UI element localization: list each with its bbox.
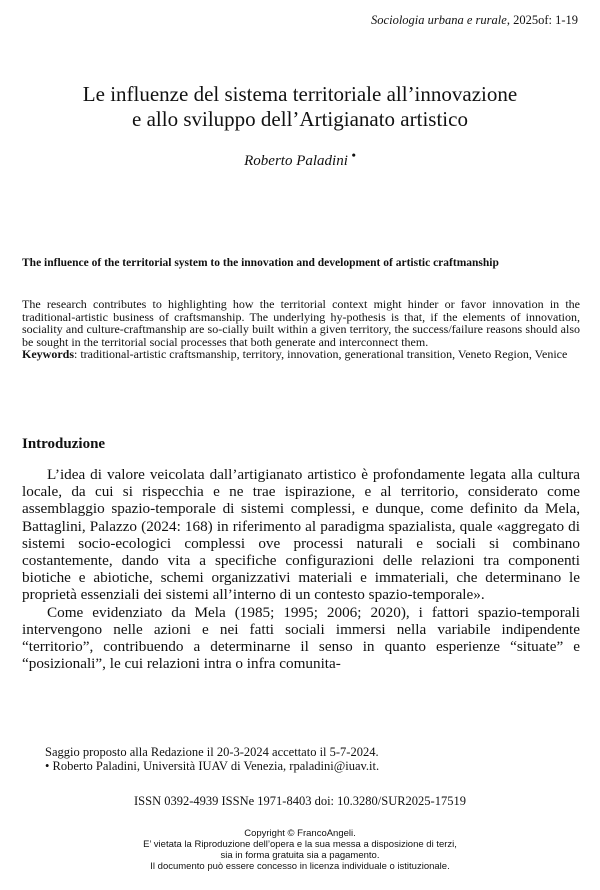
footnotes [45, 745, 379, 773]
copyright-line: Copyright © FrancoAngeli. [244, 828, 356, 839]
journal-name: Sociologia urbana e rurale [371, 13, 507, 27]
journal-header [371, 13, 578, 28]
author-name: Roberto Paladini [244, 153, 348, 169]
english-title: The influence of the territorial system to the innovation and development of artistic craftmanship [22, 257, 499, 269]
author-line [0, 148, 600, 170]
copyright-notice [0, 828, 600, 872]
abstract [22, 298, 580, 361]
body-text [22, 466, 580, 672]
article-title [0, 82, 600, 132]
author-footnote-mark: • [351, 148, 356, 162]
submission-note: Saggio proposto alla Redazione il 20-3-2024 accettato il 5-7-2024. [45, 745, 379, 759]
copyright-line: sia in forma gratuita sia a pagamento. [220, 850, 380, 861]
affiliation-text: Roberto Paladini, Università IUAV di Venezia, rpaladini@iuav.it. [49, 759, 380, 773]
title-line-1: Le influenze del sistema territoriale all’innovazione [82, 82, 518, 106]
keywords-label: Keywords [22, 347, 74, 361]
affiliation-note [45, 759, 379, 773]
copyright-line: Il documento può essere concesso in licenza individuale o istituzionale. [150, 861, 450, 872]
copyright-line: E’ vietata la Riproduzione dell’opera e la sua messa a disposizione di terzi, [143, 839, 457, 850]
title-line-2: e allo sviluppo dell’Artigianato artistico [132, 107, 468, 131]
journal-issue: , 2025of: 1-19 [506, 13, 578, 27]
issn-doi: ISSN 0392-4939 ISSNe 1971-8403 doi: 10.3280/SUR2025-17519 [134, 794, 466, 808]
paragraph: L’idea di valore veicolata dall’artigianato artistico è profondamente legata alla cultura locale, da cui si rispecchia e ne trae ispirazione, e al territorio, considerato come assemblaggio spazio-temporale di sistemi complessi, e dunque, come definito da Mela, Battaglini, Palazzo (2024: 168) in riferimento al paradigma spazialista, quale «aggregato di sistemi socio-ecologici complessi ove processi naturali e sociali si combinano costantemente, dando vita a specifiche configurazioni delle relazioni tra componenti biotiche e abiotiche, schemi organizzativi materiali e immateriali, che determinano le proprietà essenziali dei sistemi all’interno di un contesto spazio-temporale». [22, 466, 580, 604]
footnote-mark: • [45, 759, 50, 773]
keywords-list: : traditional-artistic craftsmanship, territory, innovation, generational transition, Veneto Region, Venice [74, 347, 568, 361]
section-heading: Introduzione [22, 436, 106, 452]
keywords-line [22, 348, 580, 361]
abstract-text: The research contributes to highlighting how the territorial context might hinder or favor innovation in the traditional-artistic business of craftsmanship. The underlying hy-pothesis is that, if the elements of innovation, sociality and culture-craftmanship are so-cially built within a given territory, the success/failure reasons should also be sought in the territorial social processes that both generate and interconnect them. [22, 297, 580, 349]
paragraph: Come evidenziato da Mela (1985; 1995; 2006; 2020), i fattori spazio-temporali intervengono nelle azioni e nei fatti sociali immersi nella variabile indipendente “territorio”, contribuendo a determinarne il senso in quanto esperienze “situate” e “posizionali”, le cui relazioni intra o infra comunita- [22, 603, 580, 673]
